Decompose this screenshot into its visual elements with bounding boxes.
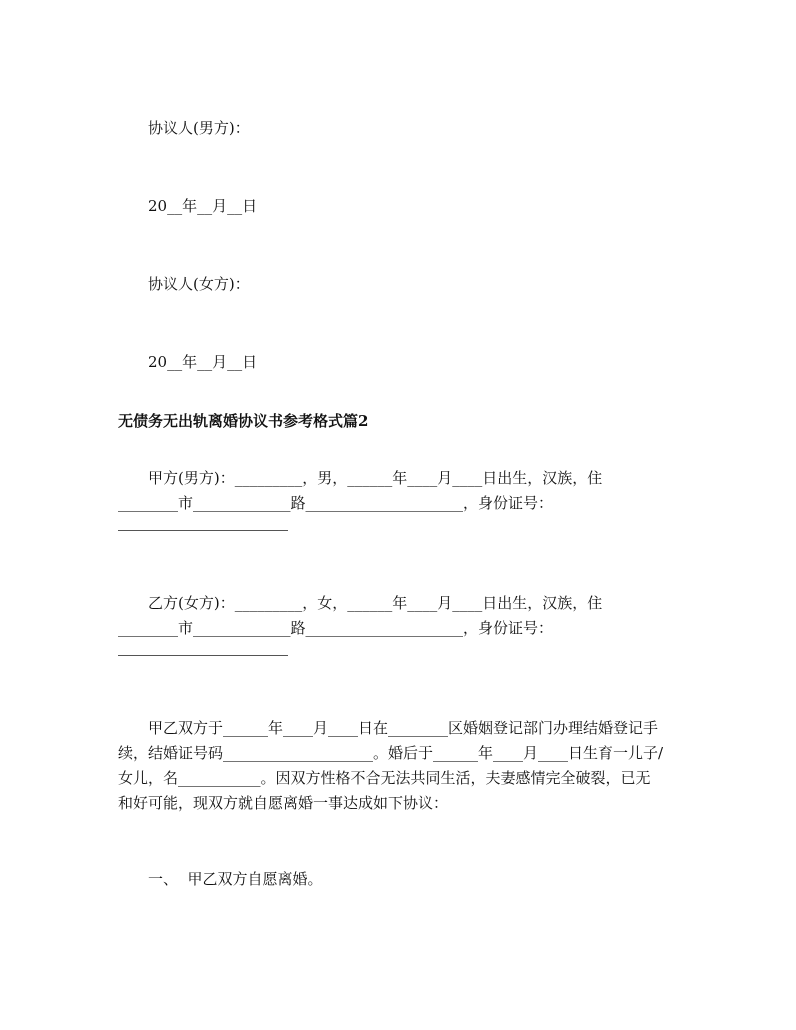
party-b-id-blank <box>118 655 288 656</box>
intro-line-3: 女儿，名___________。因双方性格不合无法共同生活，夫妻感情完全破裂，已无 <box>118 769 651 787</box>
female-signature-date: 20__年__月__日 <box>148 353 258 371</box>
section-heading: 无债务无出轨离婚协议书参考格式篇2 <box>118 412 369 430</box>
intro-paragraph <box>118 716 678 816</box>
intro-line-2: 续，结婚证号码____________________。婚后于______年____月____日生育一儿子/ <box>118 744 664 762</box>
male-signatory-label: 协议人(男方)： <box>148 119 250 137</box>
male-signature-date: 20__年__月__日 <box>148 197 258 215</box>
party-a-id-blank <box>118 530 288 531</box>
clause-1: 一、 甲乙双方自愿离婚。 <box>148 870 323 888</box>
party-b-info <box>118 591 678 656</box>
party-a-line-2: ________市_____________路_____________________，身份证号： <box>118 494 554 512</box>
party-a-line-1: 甲方(男方)：_________，男，______年____月____日出生，汉族，住 <box>148 469 603 487</box>
party-a-info <box>118 466 678 531</box>
female-signatory-label: 协议人(女方)： <box>148 275 250 293</box>
intro-line-4: 和好可能，现双方就自愿离婚一事达成如下协议： <box>118 794 449 812</box>
party-b-line-1: 乙方(女方)：_________，女，______年____月____日出生，汉族，住 <box>148 594 603 612</box>
party-b-line-2: ________市_____________路_____________________，身份证号： <box>118 619 554 637</box>
intro-line-1: 甲乙双方于______年____月____日在________区婚姻登记部门办理结婚登记手 <box>148 719 659 737</box>
